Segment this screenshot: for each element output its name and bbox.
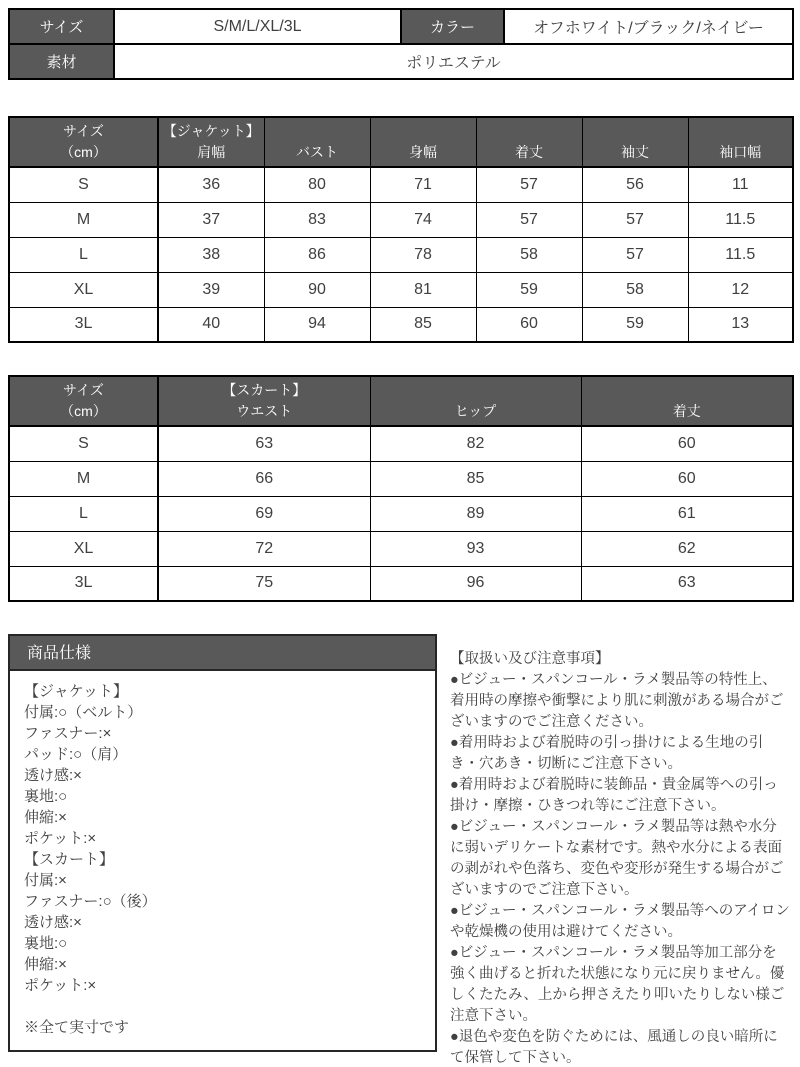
table-cell: M: [9, 461, 158, 496]
table-row: [9, 566, 793, 601]
spec-title-bar: 商品仕様: [10, 636, 435, 671]
table-cell: 12: [688, 272, 793, 307]
header-cell-shoulder: [158, 117, 264, 167]
table-cell: 61: [581, 496, 793, 531]
note-item: ●退色や変色を防ぐためには、風通しの良い暗所にて保管して下さい。: [450, 1029, 778, 1066]
table-cell: 57: [582, 202, 688, 237]
header-line: 着丈: [672, 403, 701, 419]
header-cell-width: [370, 117, 476, 167]
header-cell-hip: [370, 376, 581, 426]
bottom-section: [8, 634, 792, 1067]
spec-line: 伸縮:×: [24, 809, 67, 826]
table-row: [9, 272, 793, 307]
table-cell: 82: [370, 426, 581, 461]
table-cell: 96: [370, 566, 581, 601]
table-row: [9, 307, 793, 342]
table-cell: 57: [476, 167, 582, 202]
spec-line: 透け感:×: [24, 767, 82, 784]
header-line: [371, 380, 581, 401]
info-row-material: [9, 44, 793, 79]
table-cell: 66: [158, 461, 370, 496]
skirt-size-table: [8, 375, 794, 602]
header-line: 【スカート】: [222, 382, 307, 398]
header-line: [265, 121, 370, 142]
spec-line: 伸縮:×: [24, 956, 67, 973]
jacket-header-row: [9, 117, 793, 167]
header-line: 袖丈: [621, 144, 649, 160]
table-cell: 11: [688, 167, 793, 202]
note-item: ●ビジュー・スパンコール・ラメ製品等の特性上、着用時の摩擦や衝撃により肌に刺激がある場合がございますのでご注意ください。: [450, 672, 784, 730]
table-cell: 37: [158, 202, 264, 237]
table-cell: 81: [370, 272, 476, 307]
table-cell: 36: [158, 167, 264, 202]
size-label-cell: サイズ: [9, 9, 114, 44]
header-line: 身幅: [409, 144, 437, 160]
table-cell: 83: [264, 202, 370, 237]
header-line: バスト: [296, 144, 338, 160]
table-cell: 56: [582, 167, 688, 202]
header-line: 袖口幅: [719, 144, 762, 160]
table-cell: L: [9, 237, 158, 272]
table-cell: XL: [9, 272, 158, 307]
table-row: [9, 496, 793, 531]
header-cell-length: [476, 117, 582, 167]
note-item: ●ビジュー・スパンコール・ラメ製品等は熱や水分に弱いデリケートな素材です。熱や水分による表面の剥がれや色落ち、変色や変形が発生する場合がございますのでご注意下さい。: [450, 819, 784, 898]
table-cell: 3L: [9, 307, 158, 342]
spec-note-actual-size: ※全て実寸です: [24, 1019, 130, 1036]
material-value-cell: ポリエステル: [114, 44, 793, 79]
color-value-cell: オフホワイト/ブラック/ネイビー: [504, 9, 793, 44]
header-line: サイズ: [63, 382, 104, 398]
table-cell: 11.5: [688, 202, 793, 237]
table-row: [9, 531, 793, 566]
table-cell: 90: [264, 272, 370, 307]
table-row: [9, 461, 793, 496]
header-line: 【ジャケット】: [162, 123, 260, 139]
note-item: ●ビジュー・スパンコール・ラメ製品等へのアイロンや乾燥機の使用は避けてください。: [450, 903, 790, 940]
header-line: 着丈: [515, 144, 543, 160]
table-cell: 59: [476, 272, 582, 307]
table-cell: 94: [264, 307, 370, 342]
note-item: ●着用時および着脱時に装飾品・貴金属等への引っ掛け・摩擦・ひきつれ等にご注意下さい。: [450, 777, 778, 814]
spec-line: 付属:○（ベルト）: [24, 704, 143, 721]
note-item: ●着用時および着脱時の引っ掛けによる生地の引き・穴あき・切断にご注意下さい。: [450, 735, 764, 772]
spec-line: パッド:○（肩）: [24, 746, 128, 763]
spec-line: ポケット:×: [24, 977, 97, 994]
table-cell: 57: [476, 202, 582, 237]
header-line: 肩幅: [197, 144, 226, 160]
spec-line: 付属:×: [24, 872, 67, 889]
table-cell: 72: [158, 531, 370, 566]
notes-title: 【取扱い及び注意事項】: [450, 651, 610, 667]
header-cell-length: [581, 376, 793, 426]
table-cell: M: [9, 202, 158, 237]
table-cell: S: [9, 426, 158, 461]
table-cell: 69: [158, 496, 370, 531]
header-line: サイズ: [63, 123, 104, 139]
table-row: [9, 426, 793, 461]
table-cell: L: [9, 496, 158, 531]
size-value-cell: S/M/L/XL/3L: [114, 9, 401, 44]
table-cell: 74: [370, 202, 476, 237]
header-line: [582, 380, 793, 401]
material-label-cell: 素材: [9, 44, 114, 79]
table-cell: 11.5: [688, 237, 793, 272]
table-cell: XL: [9, 531, 158, 566]
spec-line: 裏地:○: [24, 788, 68, 805]
header-cell-sleeve: [582, 117, 688, 167]
spec-line: ファスナー:×: [24, 725, 112, 742]
header-line: ウエスト: [236, 403, 293, 419]
table-cell: 71: [370, 167, 476, 202]
spec-line: 【ジャケット】: [24, 683, 128, 700]
table-cell: 62: [581, 531, 793, 566]
table-cell: 85: [370, 461, 581, 496]
header-cell-cuff: [688, 117, 793, 167]
table-cell: 63: [581, 566, 793, 601]
table-cell: 39: [158, 272, 264, 307]
table-cell: 3L: [9, 566, 158, 601]
table-cell: 60: [476, 307, 582, 342]
spec-line: 【スカート】: [24, 851, 115, 868]
skirt-header-row: [9, 376, 793, 426]
table-cell: 86: [264, 237, 370, 272]
header-line: （cm）: [60, 403, 107, 419]
table-cell: 60: [581, 426, 793, 461]
color-label-cell: カラー: [401, 9, 504, 44]
header-line: （cm）: [60, 144, 107, 160]
table-row: [9, 237, 793, 272]
spec-line: 透け感:×: [24, 914, 82, 931]
table-cell: 80: [264, 167, 370, 202]
header-line: [477, 121, 582, 142]
header-line: ヒップ: [454, 403, 497, 419]
handling-notes-column: [437, 634, 792, 1067]
header-line: [371, 121, 476, 142]
product-info-table: [8, 8, 794, 80]
spec-body: [10, 671, 435, 1050]
table-row: [9, 167, 793, 202]
header-cell-size: [9, 376, 158, 426]
table-cell: 13: [688, 307, 793, 342]
header-line: [583, 121, 688, 142]
table-cell: 59: [582, 307, 688, 342]
spec-line: ポケット:×: [24, 830, 97, 847]
table-cell: 40: [158, 307, 264, 342]
table-cell: 93: [370, 531, 581, 566]
table-cell: 75: [158, 566, 370, 601]
table-cell: S: [9, 167, 158, 202]
spec-line: ファスナー:○（後）: [24, 893, 157, 910]
header-cell-waist: [158, 376, 370, 426]
header-cell-bust: [264, 117, 370, 167]
table-cell: 38: [158, 237, 264, 272]
jacket-size-table: [8, 116, 794, 343]
header-line: [689, 121, 793, 142]
table-cell: 60: [581, 461, 793, 496]
table-cell: 58: [476, 237, 582, 272]
table-cell: 57: [582, 237, 688, 272]
note-item: ●ビジュー・スパンコール・ラメ製品等加工部分を強く曲げると折れた状態になり元に戻りません。優しくたたみ、上から押さえたり叩いたりしない様ご注意下さい。: [450, 945, 785, 1024]
table-cell: 89: [370, 496, 581, 531]
spec-blank-line: [24, 996, 421, 1017]
table-cell: 63: [158, 426, 370, 461]
table-cell: 85: [370, 307, 476, 342]
product-spec-box: [8, 634, 437, 1052]
header-cell-size: [9, 117, 158, 167]
info-row-size-color: [9, 9, 793, 44]
spec-line: 裏地:○: [24, 935, 68, 952]
table-row: [9, 202, 793, 237]
table-cell: 58: [582, 272, 688, 307]
table-cell: 78: [370, 237, 476, 272]
